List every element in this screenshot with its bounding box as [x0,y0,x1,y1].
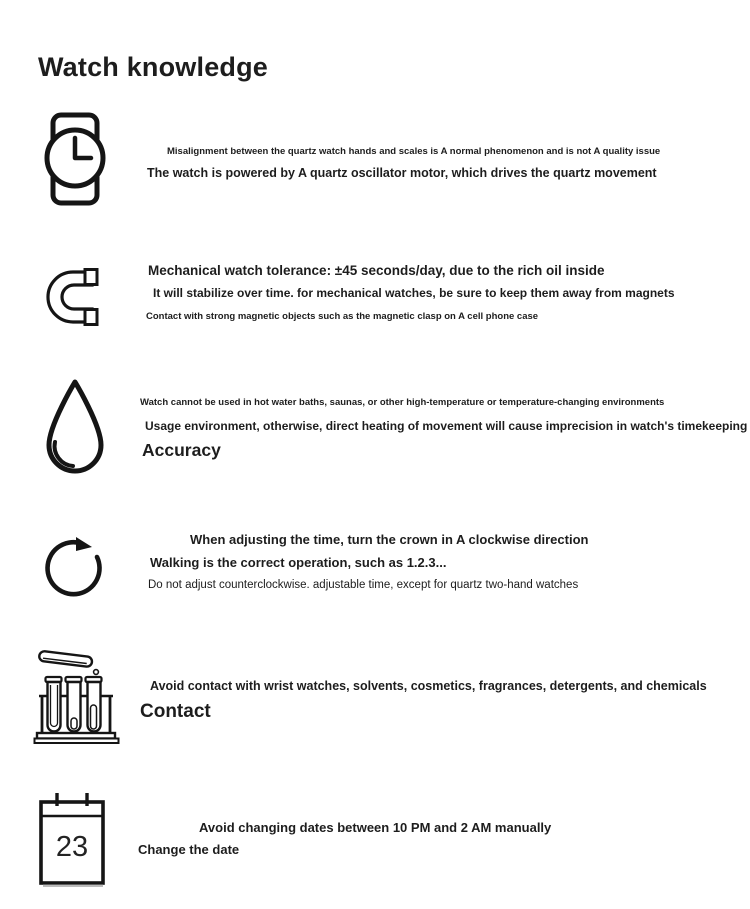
clockwise-rotation-icon [41,536,105,600]
chemicals-warning-line: Avoid contact with wrist watches, solvents, cosmetics, fragrances, detergents, and chemicals [150,679,707,693]
counterclockwise-warning-line: Do not adjust counterclockwise. adjustable time, except for quartz two-hand watches [148,579,579,591]
magnet-icon [40,268,104,326]
quartz-note-main: The watch is powered by A quartz oscillator motor, which drives the quartz movement [147,166,657,180]
page-title: Watch knowledge [38,52,269,83]
date-change-warning-line: Avoid changing dates between 10 PM and 2 AM manually [199,820,552,835]
magnet-stabilize-line: It will stabilize over time. for mechanical watches, be sure to keep them away from magnets [153,286,675,300]
crown-direction-line: When adjusting the time, turn the crown in A clockwise direction [190,532,589,547]
quartz-note-small: Misalignment between the quartz watch hands and scales is A normal phenomenon and is not A quality issue [167,146,661,157]
temperature-note-main: Usage environment, otherwise, direct heating of movement will cause imprecision in watch's timekeeping [145,419,748,433]
wristwatch-icon [38,110,108,210]
magnet-tolerance-line: Mechanical watch tolerance: ±45 seconds/day, due to the rich oil inside [148,263,605,278]
temperature-note-small: Watch cannot be used in hot water baths, saunas, or other high-temperature or temperature-changing environments [140,397,665,408]
magnet-contact-line: Contact with strong magnetic objects such as the magnetic clasp on A cell phone case [146,311,539,322]
water-drop-icon [43,378,107,475]
calendar-day-number: 23 [55,831,89,863]
test-tubes-icon [32,645,127,745]
walking-operation-line: Walking is the correct operation, such as 1.2.3... [150,555,447,570]
contact-heading: Contact [140,701,211,722]
accuracy-heading: Accuracy [142,440,221,460]
change-date-heading: Change the date [138,842,240,857]
